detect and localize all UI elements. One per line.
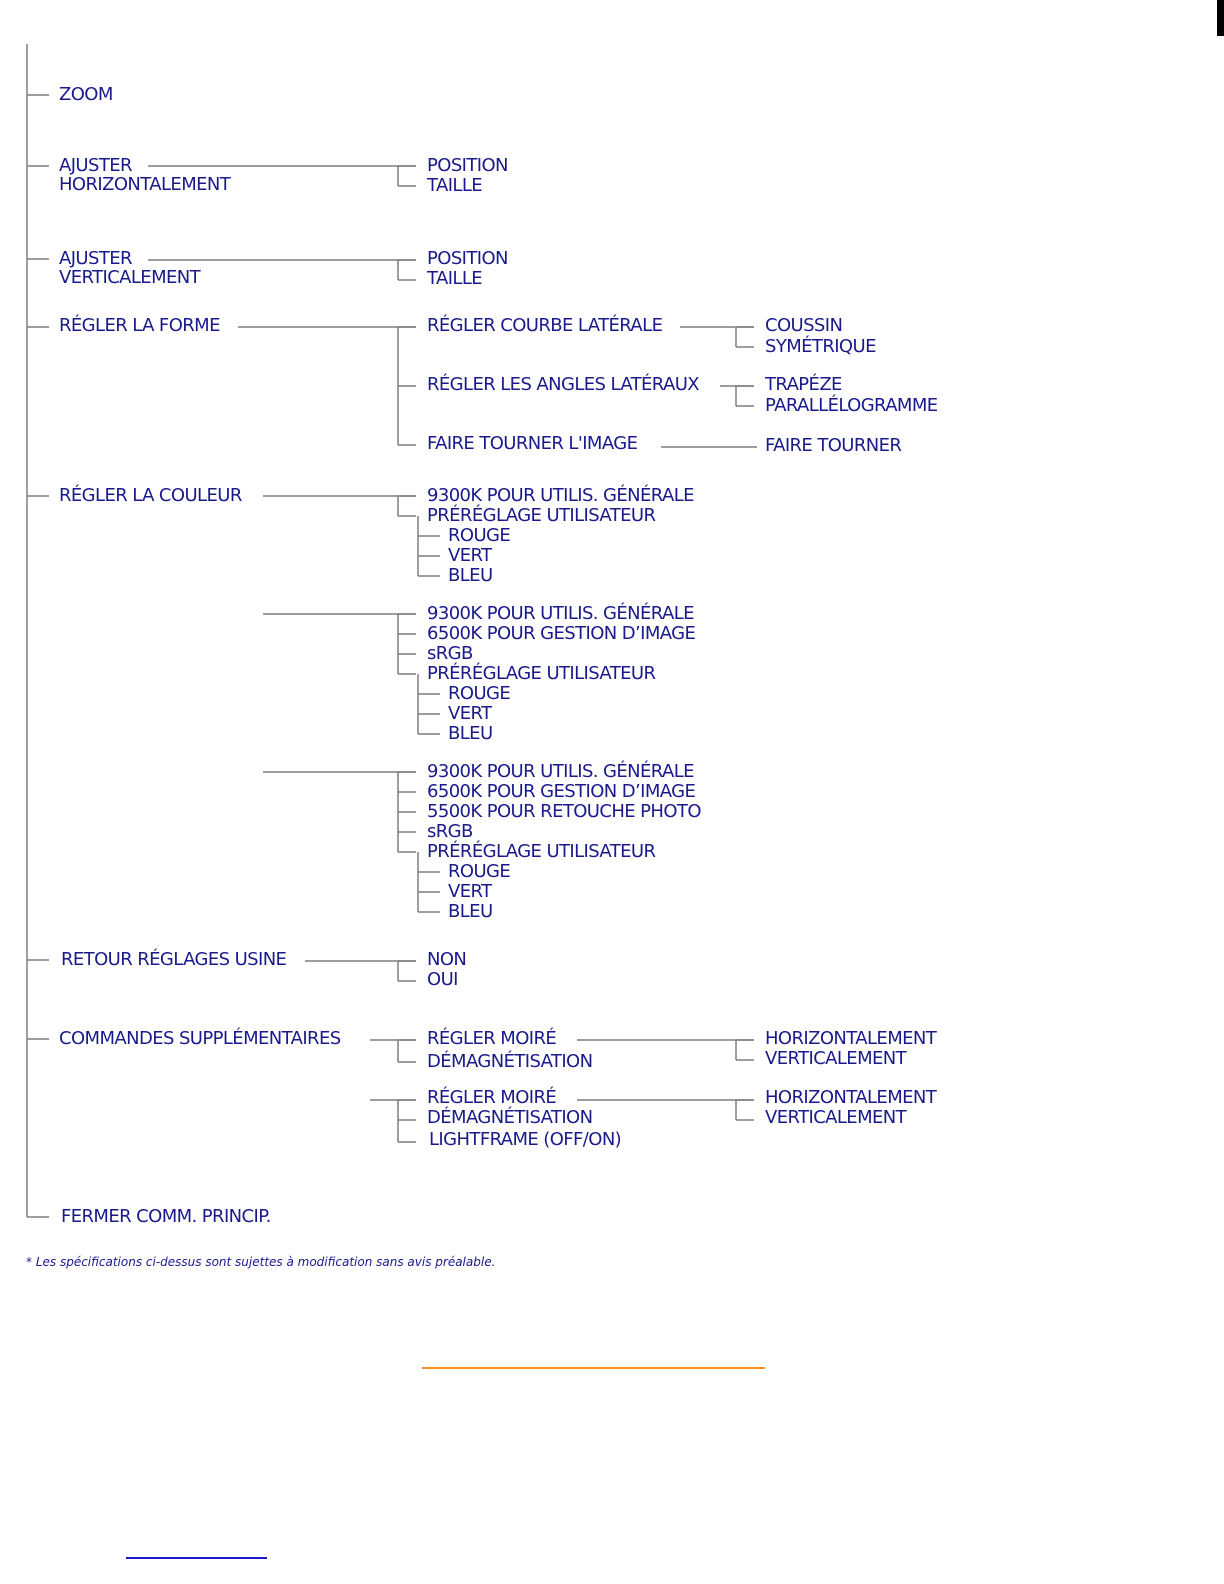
c3-srgb-item: sRGB — [427, 821, 473, 842]
c1-blue-item: BLEU — [448, 565, 493, 586]
m1-vertical-item: VERTICALEMENT — [765, 1048, 907, 1069]
m2-horizontal-item: HORIZONTALEMENT — [765, 1087, 937, 1108]
side-angles-item: RÉGLER LES ANGLES LATÉRAUX — [427, 374, 700, 395]
c2-red-item: ROUGE — [448, 683, 511, 704]
c1-red-item: ROUGE — [448, 525, 511, 546]
c2-9300k-item: 9300K POUR UTILIS. GÉNÉRALE — [427, 603, 694, 624]
v-position-item: POSITION — [427, 248, 508, 269]
adjust-vertical-item-line1: AJUSTER — [59, 248, 132, 269]
c1-9300k-item: 9300K POUR UTILIS. GÉNÉRALE — [427, 485, 694, 506]
no-item: NON — [427, 949, 467, 970]
trapezoid-item: TRAPÉZE — [765, 374, 842, 395]
c3-blue-item: BLEU — [448, 901, 493, 922]
h-position-item: POSITION — [427, 155, 508, 176]
yes-item: OUI — [427, 969, 458, 990]
footnote: * Les spécifications ci-dessus sont sujettes à modification sans avis préalable. — [26, 1255, 496, 1269]
adjust-horizontal-item-line2: HORIZONTALEMENT — [59, 174, 231, 195]
side-curve-item: RÉGLER COURBE LATÉRALE — [427, 315, 663, 336]
c1-green-item: VERT — [448, 545, 492, 566]
c3-user-preset-item: PRÉRÉGLAGE UTILISATEUR — [427, 841, 656, 862]
c3-red-item: ROUGE — [448, 861, 511, 882]
color-item: RÉGLER LA COULEUR — [59, 485, 242, 506]
m1-moire-item: RÉGLER MOIRÉ — [427, 1028, 557, 1049]
m1-horizontal-item: HORIZONTALEMENT — [765, 1028, 937, 1049]
page-edge-bar — [1217, 0, 1224, 36]
c2-blue-item: BLEU — [448, 723, 493, 744]
m2-vertical-item: VERTICALEMENT — [765, 1107, 907, 1128]
c3-green-item: VERT — [448, 881, 492, 902]
pincushion-item: COUSSIN — [765, 315, 843, 336]
blue-underline-link[interactable] — [126, 1557, 267, 1559]
rotate-item: FAIRE TOURNER — [765, 435, 902, 456]
c3-6500k-item: 6500K POUR GESTION D’IMAGE — [427, 781, 696, 802]
extra-controls-item: COMMANDES SUPPLÉMENTAIRES — [59, 1028, 341, 1049]
symmetric-item: SYMÉTRIQUE — [765, 336, 876, 357]
adjust-vertical-item-line2: VERTICALEMENT — [59, 267, 201, 288]
m2-moire-item: RÉGLER MOIRÉ — [427, 1087, 557, 1108]
v-size-item: TAILLE — [427, 268, 483, 289]
rotate-image-item: FAIRE TOURNER L'IMAGE — [427, 433, 638, 454]
factory-reset-item: RETOUR RÉGLAGES USINE — [61, 949, 287, 970]
c3-5500k-item: 5500K POUR RETOUCHE PHOTO — [427, 801, 701, 822]
zoom-item: ZOOM — [59, 84, 113, 105]
c1-user-preset-item: PRÉRÉGLAGE UTILISATEUR — [427, 505, 656, 526]
m2-lightframe-item: LIGHTFRAME (OFF/ON) — [429, 1129, 622, 1150]
close-menu-item: FERMER COMM. PRINCIP. — [61, 1206, 271, 1227]
m1-degauss-item: DÉMAGNÉTISATION — [427, 1051, 593, 1072]
c2-user-preset-item: PRÉRÉGLAGE UTILISATEUR — [427, 663, 656, 684]
c2-srgb-item: sRGB — [427, 643, 473, 664]
shape-item: RÉGLER LA FORME — [59, 315, 220, 336]
c2-green-item: VERT — [448, 703, 492, 724]
m2-degauss-item: DÉMAGNÉTISATION — [427, 1107, 593, 1128]
parallelogram-item: PARALLÉLOGRAMME — [765, 395, 938, 416]
h-size-item: TAILLE — [427, 175, 483, 196]
adjust-horizontal-item-line1: AJUSTER — [59, 155, 132, 176]
orange-divider-link[interactable] — [422, 1367, 765, 1369]
c3-9300k-item: 9300K POUR UTILIS. GÉNÉRALE — [427, 761, 694, 782]
c2-6500k-item: 6500K POUR GESTION D’IMAGE — [427, 623, 696, 644]
